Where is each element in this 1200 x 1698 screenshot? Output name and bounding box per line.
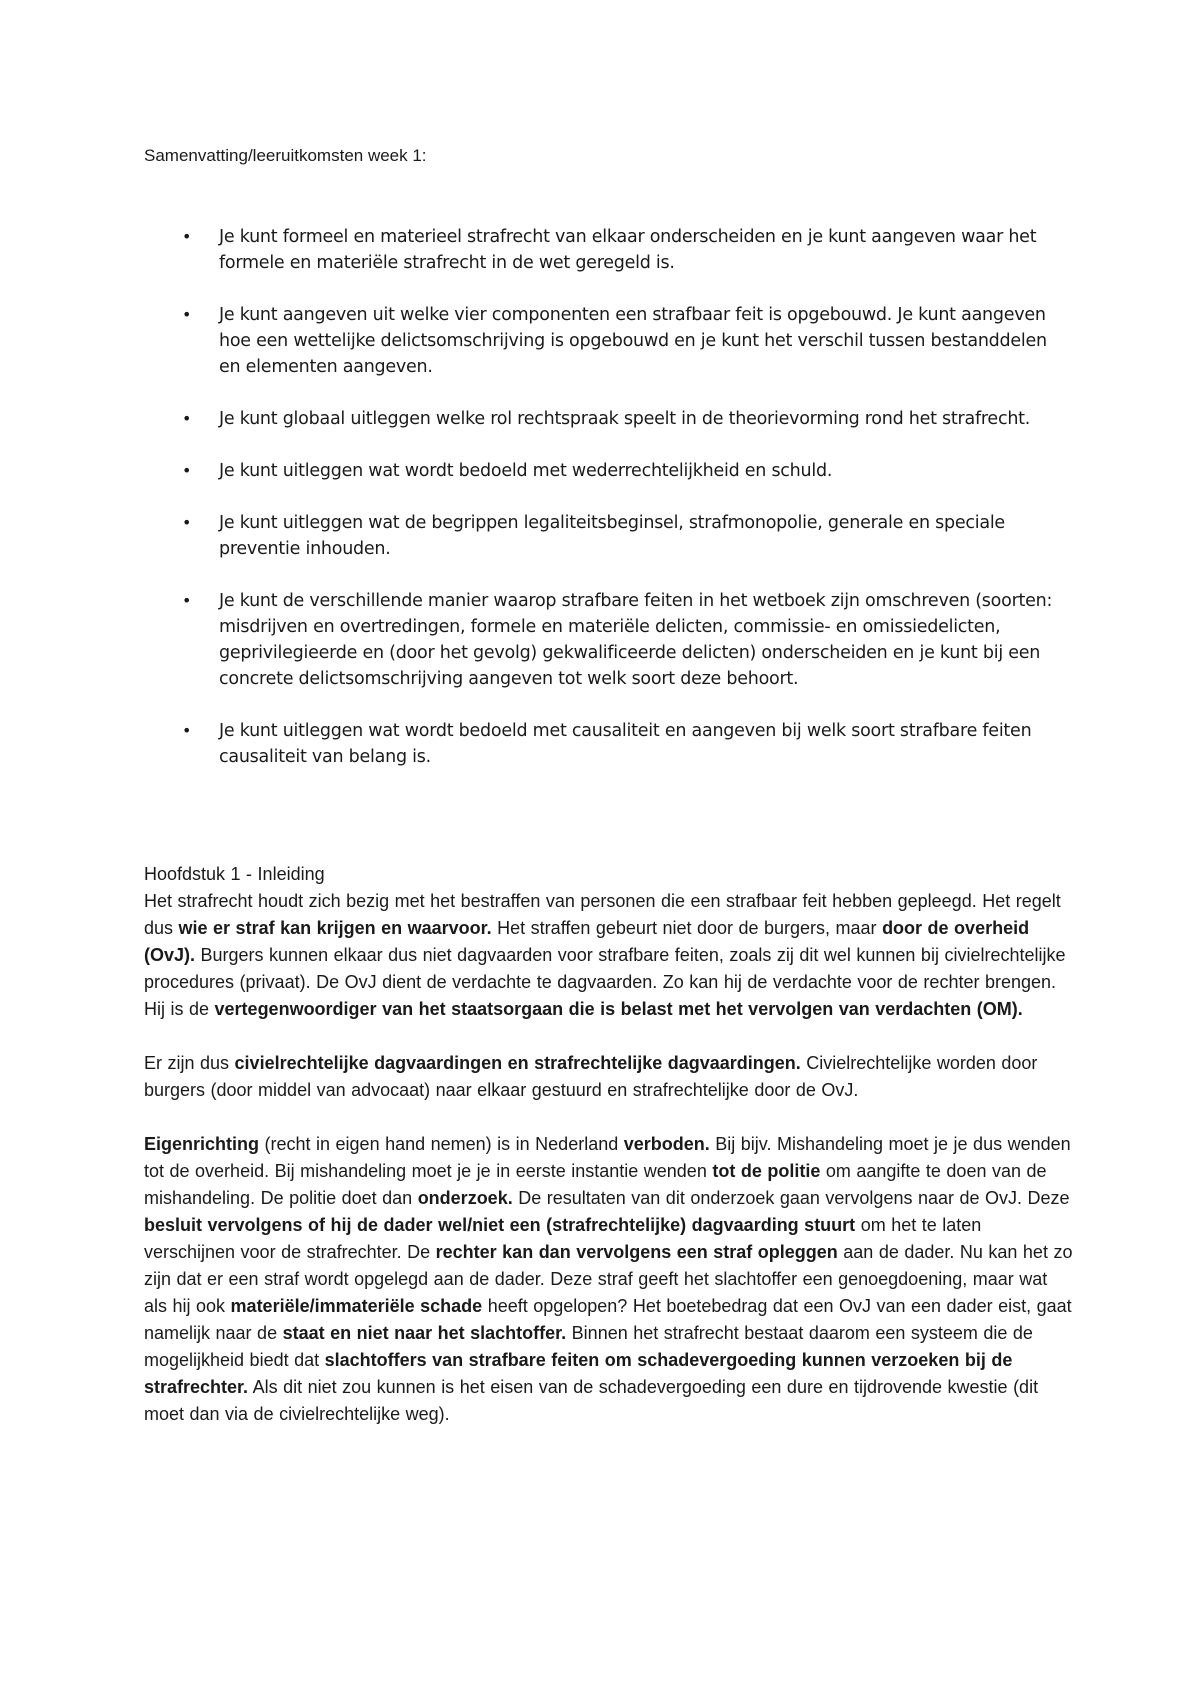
- paragraph-text: Er zijn dus: [144, 1053, 235, 1073]
- paragraph-text: Het strafrecht houdt zich bezig met het bestraffen van personen die een strafbaar feit hebben gepleegd. Het regelt dus: [144, 891, 1061, 938]
- bold-text: tot de politie: [712, 1161, 821, 1181]
- bold-text: wie er straf kan krijgen en waarvoor.: [178, 918, 492, 938]
- chapter-heading: Hoofdstuk 1 - Inleiding: [144, 864, 325, 884]
- paragraph-text: Bij bijv. Mishandeling moet je je dus wenden tot de overheid. Bij mishandeling moet je je in eerste instantie wenden: [144, 1134, 1071, 1181]
- bold-text: vertegenwoordiger van het staatsorgaan die is belast met het vervolgen van verdachten (OM).: [214, 999, 1023, 1019]
- list-item-text: Je kunt globaal uitleggen welke rol rechtspraak speelt in de theorievorming rond het strafrecht.: [219, 409, 1031, 429]
- paragraph-text: De resultaten van dit onderzoek gaan vervolgens naar de OvJ. Deze: [512, 1188, 1070, 1208]
- bold-text: onderzoek.: [417, 1188, 513, 1208]
- paragraph-text: om het te laten verschijnen voor de strafrechter. De: [144, 1215, 982, 1262]
- eigenrichting-paragraph: [144, 1131, 1074, 1428]
- bullet-icon: •: [182, 409, 192, 428]
- bold-text: slachtoffers van strafbare feiten om schadevergoeding kunnen verzoeken bij de strafrechter.: [144, 1350, 1013, 1397]
- bold-text: staat en niet naar het slachtoffer.: [282, 1323, 567, 1343]
- paragraph-text: aan de dader. Nu kan het zo zijn dat er een straf wordt opgelegd aan de dader. Deze straf geeft het slachtoffer een genoegdoening, maar wat als hij ook: [144, 1242, 1073, 1316]
- list-item-text: Je kunt uitleggen wat wordt bedoeld met causaliteit en aangeven bij welk soort strafbare feiten causaliteit van belang is.: [219, 721, 1032, 767]
- bullet-icon: •: [182, 461, 192, 480]
- paragraph-text: Binnen het strafrecht bestaat daarom een systeem die de mogelijkheid biedt dat: [144, 1323, 1033, 1370]
- bold-text: besluit vervolgens of hij de dader wel/niet een (strafrechtelijke) dagvaarding stuurt: [144, 1215, 856, 1235]
- paragraph-text: Het straffen gebeurt niet door de burgers, maar: [491, 918, 883, 938]
- paragraph-text: Als dit niet zou kunnen is het eisen van de schadevergoeding een dure en tijdrovende kwestie (dit moet dan via de civielrechtelijke weg).: [144, 1377, 1039, 1424]
- chapter-body: [144, 861, 1074, 1455]
- list-item: [182, 510, 1062, 562]
- list-item: [182, 224, 1062, 276]
- learning-outcomes-list: [182, 224, 1062, 796]
- bullet-icon: •: [182, 305, 192, 324]
- list-item: [182, 302, 1062, 380]
- bold-text: rechter kan dan vervolgens een straf opleggen: [435, 1242, 838, 1262]
- list-item: [182, 588, 1062, 692]
- bold-text: civielrechtelijke dagvaardingen en strafrechtelijke dagvaardingen.: [234, 1053, 801, 1073]
- bold-text: Eigenrichting: [144, 1134, 260, 1154]
- paragraph-text: Civielrechtelijke worden door burgers (door middel van advocaat) naar elkaar gestuurd en strafrechtelijke door de OvJ.: [144, 1053, 1038, 1100]
- bullet-icon: •: [182, 513, 192, 532]
- list-item: [182, 718, 1062, 770]
- list-item-text: Je kunt formeel en materieel strafrecht van elkaar onderscheiden en je kunt aangeven waar het formele en materiële strafrecht in de wet geregeld is.: [219, 227, 1037, 273]
- paragraph-text: (recht in eigen hand nemen) is in Nederland: [259, 1134, 624, 1154]
- bullet-icon: •: [182, 591, 192, 610]
- dagvaardingen-paragraph: [144, 1050, 1074, 1104]
- bullet-icon: •: [182, 721, 192, 740]
- document-title: Samenvatting/leeruitkomsten week 1:: [144, 146, 427, 165]
- bullet-icon: •: [182, 227, 192, 246]
- paragraph-text: om aangifte te doen van de mishandeling. De politie doet dan: [144, 1161, 1047, 1208]
- list-item-text: Je kunt uitleggen wat wordt bedoeld met wederrechtelijkheid en schuld.: [219, 461, 833, 481]
- bold-text: verboden.: [623, 1134, 710, 1154]
- list-item: [182, 458, 1062, 484]
- list-item-text: Je kunt aangeven uit welke vier componenten een strafbaar feit is opgebouwd. Je kunt aangeven hoe een wettelijke delictsomschrijving is opgebouwd en je kunt het verschil tussen bestanddelen en elementen aangeven.: [219, 305, 1047, 377]
- paragraph-text: heeft opgelopen? Het boetebedrag dat een OvJ van een dader eist, gaat namelijk naar de: [144, 1296, 1072, 1343]
- paragraph-text: Burgers kunnen elkaar dus niet dagvaarden voor strafbare feiten, zoals zij dit wel kunnen bij civielrechtelijke procedures (privaat). De OvJ dient de verdachte te dagvaarden. Zo kan hij de verdachte voor de rechter brengen. Hij is de: [144, 945, 1066, 1019]
- chapter-intro-paragraph: [144, 861, 1074, 1023]
- bold-text: materiële/immateriële schade: [230, 1296, 483, 1316]
- list-item-text: Je kunt uitleggen wat de begrippen legaliteitsbeginsel, strafmonopolie, generale en speciale preventie inhouden.: [219, 513, 1005, 559]
- list-item-text: Je kunt de verschillende manier waarop strafbare feiten in het wetboek zijn omschreven (soorten: misdrijven en overtredingen, formele en materiële delicten, commissie- en omissiedelicten, geprivilegieerde en (door het gevolg) gekwalificeerde delicten) onderscheiden en je kunt bij een concrete delictsomschrijving aangeven tot welk soort deze behoort.: [219, 591, 1053, 689]
- list-item: [182, 406, 1062, 432]
- bold-text: door de overheid (OvJ).: [144, 918, 1030, 965]
